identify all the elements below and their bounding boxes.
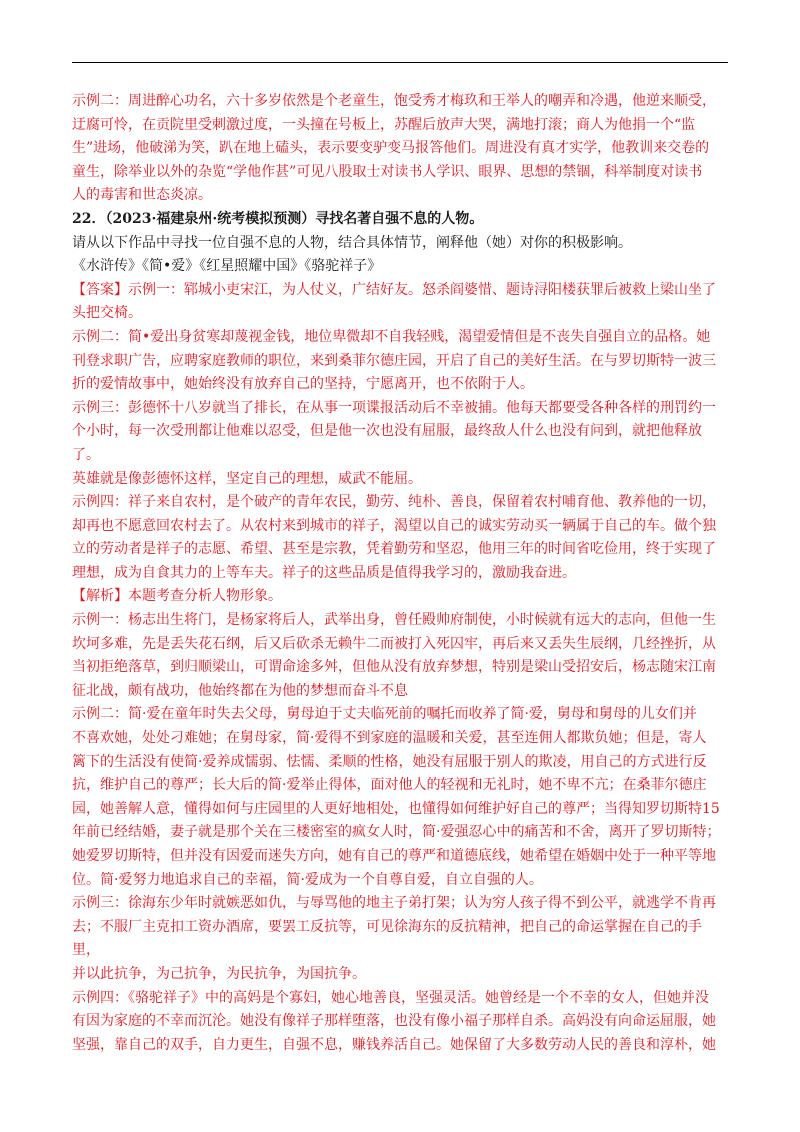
- text-line: 坚强，靠自己的双手，自力更生，自强不息，赚钱养活自己。她保留了大多数劳动人民的善良和淳朴，她: [72, 1036, 716, 1053]
- text-line: 篱下的生活没有使简·爱养成懦弱、怯懦、柔顺的性格，她没有屈服于别人的欺凌，用自己的方式进行反: [72, 753, 707, 770]
- text-line: 征北战，颇有战功，他始终都在为他的梦想而奋斗不息: [72, 682, 408, 699]
- text-line: 示例二：简·爱在童年时失去父母，舅母迫于丈夫临死前的嘱托而收养了简·爱，舅母和舅母的儿女们并: [72, 706, 697, 723]
- text-line: 去；不服厂主克扣工资办酒席，要罢工反抗等，可见徐海东的反抗精神，把自己的命运掌握在自己的手里，: [72, 918, 702, 959]
- question-books: 《水浒传》《简•爱》《红星照耀中国》《骆驼祥子》: [72, 258, 382, 275]
- text-line: 迂腐可怜，在贡院里受刺激过度，一头撞在号板上，苏醒后放声大哭，满地打滚；商人为他捐一个“监: [72, 116, 696, 133]
- text-line: 立的劳动者是祥子的志愿、希望、甚至是宗教，凭着勤劳和坚忍，他用三年的时间省吃俭用，终于实现了: [72, 541, 716, 558]
- text-line: 刊登求职广告，应聘家庭教师的职位，来到桑菲尔德庄园，开启了自己的美好生活。在与罗切斯特一波三: [72, 352, 716, 369]
- text-line: 折的爱情故事中，她始终没有放弃自己的坚持，宁愿离开，也不依附于人。: [72, 376, 534, 393]
- text-line: 示例二：简•爱出身贫寒却蔑视金钱，地位卑微却不自我轻贱，渴望爱情但是不丧失自强自立的品格。她: [72, 328, 711, 345]
- question-block: [72, 208, 728, 279]
- text-line: 理想，成为自食其力的上等车夫。祥子的这些品质是值得我学习的，激励我奋进。: [72, 564, 576, 581]
- text-line: 坎坷多难，先是丢失花石纲，后又后砍杀无赖牛二而被打入死囚牢，再后来又丢失生辰纲，几经挫折，从: [72, 635, 716, 652]
- text-line: 人的毒害和世态炎凉。: [72, 187, 212, 204]
- text-line: 却再也不愿意回农村去了。从农村来到城市的祥子，渴望以自己的诚实劳动买一辆属于自己的车。做个独: [72, 517, 716, 534]
- text-line: 园，她善解人意，懂得如何与庄园里的人更好地相处，也懂得如何维护好自己的尊严；当得知罗切斯特15: [72, 800, 720, 817]
- text-line: 有因为家庭的不幸而沉沦。她没有像祥子那样堕落，也没有像小福子那样自杀。高妈没有向命运屈服，她: [72, 1013, 716, 1030]
- text-line: 年前已经结婚，妻子就是那个关在三楼密室的疯女人时，简·爱强忍心中的痛苦和不舍，离开了罗切斯特；: [72, 824, 721, 841]
- text-line: 示例三：彭德怀十八岁就当了排长，在从事一项谍报活动后不幸被捕。他每天都要受各种各样的刑罚约一: [72, 399, 716, 416]
- text-line: 生”进场，他破涕为笑，趴在地上磕头，表示要变驴变马报答他们。周进没有真才实学，他教训来交卷的: [72, 140, 710, 157]
- text-line: 头把交椅。: [72, 305, 142, 322]
- analysis-block: [72, 585, 728, 1057]
- text-line: 示例二：周进醉心功名，六十多岁依然是个老童生，饱受秀才梅玖和王举人的嘲弄和冷遇，他逆来顺受，: [72, 93, 716, 109]
- text-line: 童生，除举业以外的杂览“学他作甚”可见八股取士对读书人学识、眼界、思想的禁锢，科举制度对读书: [72, 163, 703, 180]
- text-line: 【解析】本题考查分析人物形象。: [72, 588, 282, 605]
- text-line: 示例三：徐海东少年时就嫉恶如仇，与辱骂他的地主子弟打架；认为穷人孩子得不到公平，就逃学不肯再: [72, 895, 716, 912]
- text-line: 当初拒绝落草，到归顺梁山，可谓命途多舛，但他从没有放弃梦想，特别是梁山受招安后，杨志随宋江南: [72, 659, 716, 676]
- text-line: 示例四：祥子来自农村，是个破产的青年农民，勤劳、纯朴、善良，保留着农村哺育他、教养他的一切，: [72, 494, 716, 511]
- text-line: 位。简·爱努力地追求自己的幸福，简·爱成为一个自尊自爱，自立自强的人。: [72, 871, 543, 888]
- text-line: 英雄就是像彭德怀这样，坚定自己的理想，威武不能屈。: [72, 470, 422, 487]
- text-line: 个小时，每一次受刑都让他难以忍受，但是他一次也没有屈服，最终敌人什么也没有问到，就把他释放了。: [72, 423, 702, 463]
- text-line: 示例四：《骆驼祥子》中的高妈是个寡妇，她心地善良，坚强灵活。她曾经是一个不幸的女人，但她并没: [72, 989, 709, 1006]
- header-rule: [72, 62, 728, 63]
- text-line: 抗，维护自己的尊严；长大后的简·爱举止得体，面对他人的轻视和无礼时，她不卑不亢；在桑菲尔德庄: [72, 777, 707, 794]
- answer-block: [72, 279, 728, 586]
- text-line: 她爱罗切斯特，但并没有因爱而迷失方向，她有自己的尊严和道德底线，她希望在婚姻中处于一种平等地: [72, 848, 716, 864]
- prev-example-block: [72, 90, 728, 208]
- text-line: 【答案】示例一：郓城小吏宋江，为人仗义，广结好友。怒杀阎婆惜、题诗浔阳楼获罪后被救上梁山坐了: [72, 281, 716, 298]
- page-content: [72, 90, 728, 1057]
- text-line: 并以此抗争，为己抗争，为民抗争，为国抗争。: [72, 965, 366, 982]
- question-body: 请从以下作品中寻找一位自强不息的人物，结合具体情节，阐释他（她）对你的积极影响。: [72, 234, 632, 251]
- text-line: 示例一：杨志出生将门，是杨家将后人，武举出身，曾任殿帅府制使，小时候就有远大的志向，但他一生: [72, 612, 716, 629]
- text-line: 不喜欢她，处处刁难她；在舅母家，简·爱得不到家庭的温暖和关爱，甚至连佣人都欺负她；但是，寄人: [72, 730, 707, 747]
- question-title: 22．（2023·福建泉州·统考模拟预测）寻找名著自强不息的人物。: [72, 210, 484, 227]
